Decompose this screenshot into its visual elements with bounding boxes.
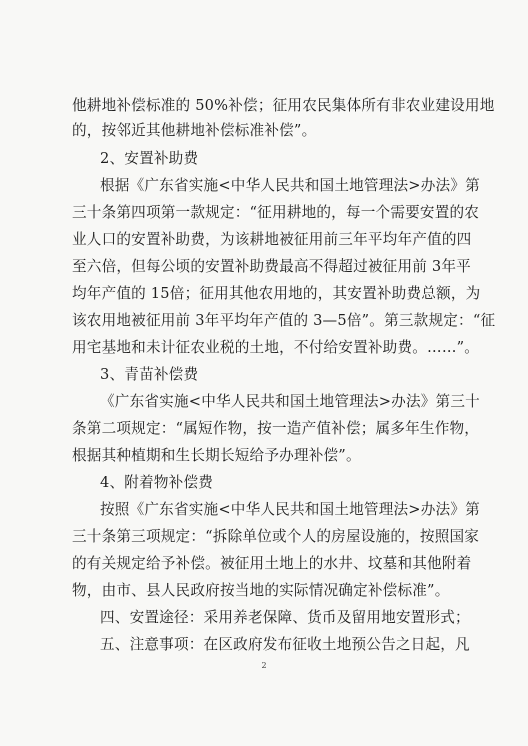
text-line: 用宅基地和未计征农业税的土地，不付给安置补助费。……”。 <box>72 339 480 356</box>
text-line: 该农用地被征用前 3年平均年产值的 3—5倍”。第三款规定：“征 <box>72 312 496 329</box>
text-line: 均年产值的 15倍；征用其他农用地的，其安置补助费总额，为 <box>72 285 481 302</box>
text-line: 按照《广东省实施<中华人民共和国土地管理法>办法》第 <box>100 501 480 518</box>
section-heading: 2、安置补助费 <box>100 150 199 167</box>
text-line: 三十条第三项规定：“拆除单位或个人的房屋设施的，按照国家 <box>72 528 480 545</box>
text-line: 至六倍，但每公顷的安置补助费最高不得超过被征用前 3年平 <box>72 258 471 275</box>
text-line: 业人口的安置补助费，为该耕地被征用前三年平均年产值的四 <box>72 231 472 248</box>
text-line: 的有关规定给予补偿。被征用土地上的水井、坟墓和其他附着 <box>72 555 472 572</box>
text-line: 根据其种植期和生长期长短给予办理补偿”。 <box>72 447 361 464</box>
text-line: 的，按邻近其他耕地补偿标准补偿”。 <box>72 122 317 139</box>
text-line: 他耕地补偿标准的 50%补偿；征用农民集体所有非农业建设用地 <box>72 97 495 114</box>
text-line: 物，由市、县人民政府按当地的实际情况确定补偿标准”。 <box>72 582 450 599</box>
page-number: 2 <box>261 661 267 670</box>
section-heading: 3、青苗补偿费 <box>100 366 199 383</box>
text-line: 条第二项规定：“属短作物，按一造产值补偿；属多年生作物， <box>72 420 480 437</box>
text-line: 四、安置途径：采用养老保障、货币及留用地安置形式； <box>100 609 470 626</box>
text-line: 五、注意事项：在区政府发布征收土地预公告之日起，凡 <box>100 636 470 653</box>
section-heading: 4、附着物补偿费 <box>100 474 214 491</box>
text-line: 《广东省实施<中华人民共和国土地管理法>办法》第三十 <box>100 393 480 410</box>
text-line: 根据《广东省实施<中华人民共和国土地管理法>办法》第 <box>100 177 480 194</box>
text-line: 三十条第四项第一款规定：“征用耕地的，每一个需要安置的农 <box>72 204 480 221</box>
